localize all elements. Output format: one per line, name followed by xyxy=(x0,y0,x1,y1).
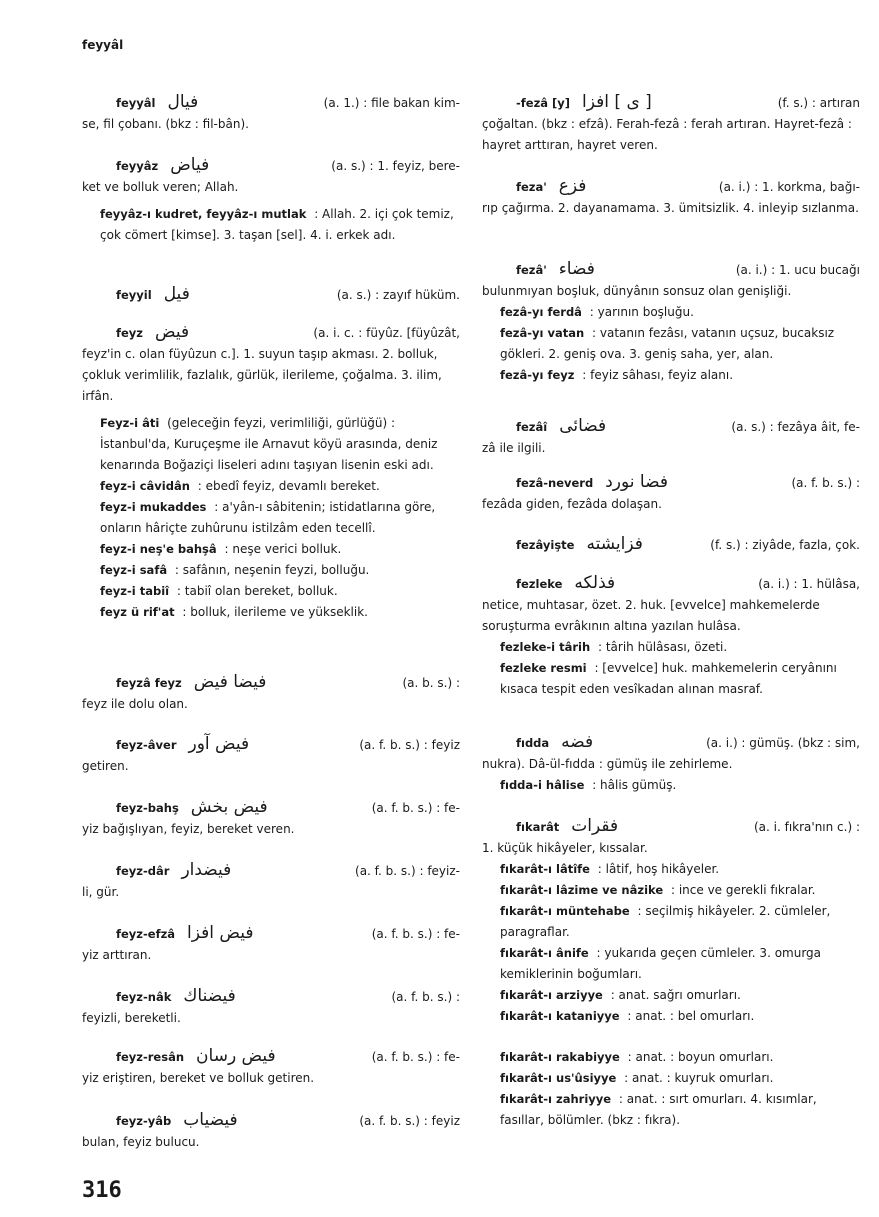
definition-start: (a. f. b. s.) : xyxy=(791,476,860,490)
sub-entry xyxy=(82,581,460,602)
definition-start: (a. f. b. s.) : feyiz xyxy=(359,1114,460,1128)
definition-continuation: rıp çağırma. 2. dayanamama. 3. ümitsizlik. 4. inleyip sızlanma. xyxy=(482,201,859,215)
sub-definition: : anat. : bel omurları. xyxy=(627,1009,755,1023)
sub-definition: : [evvelce] huk. mahkemelerin ceryânını kısaca tespit eden vesîkadan alınan masraf. xyxy=(500,661,837,696)
sub-definition: : vatanın fezâsı, vatanın uçsuz, bucaksız gökleri. 2. geniş ova. 3. geniş saha, yer, alan. xyxy=(500,326,835,361)
definition-continuation: fezâda giden, fezâda dolaşan. xyxy=(482,497,662,511)
definition-continuation: li, gür. xyxy=(82,885,120,899)
definition-continuation: zâ ile ilgili. xyxy=(482,441,546,455)
definition-continuation: nukra). Dâ-ül-fıdda : gümüş ile zehirleme. xyxy=(482,757,733,771)
definition-start: (a. f. b. s.) : fe- xyxy=(371,801,460,815)
definition-continuation: yiz eriştiren, bereket ve bolluk getiren. xyxy=(82,1071,315,1085)
headword: fıdda xyxy=(516,736,550,750)
sub-headword: feyz-i tabiî xyxy=(100,584,170,598)
sub-headword: Feyz-i âti xyxy=(100,416,160,430)
definition-start: (a. i.) : 1. hülâsa, xyxy=(758,577,860,591)
arabic-script: فيض آور xyxy=(188,734,250,754)
sub-headword: fıkarât-ı rakabiyye xyxy=(500,1050,620,1064)
entry-feza-space xyxy=(482,259,860,386)
sub-definition: : yarının boşluğu. xyxy=(589,305,694,319)
sub-headword: feyz-i safâ xyxy=(100,563,168,577)
definition-continuation: çoğaltan. (bkz : efzâ). Ferah-fezâ : ferah artıran. Hayret-fezâ : hayret arttıran, hayret veren. xyxy=(482,117,852,152)
definition-continuation: bulunmıyan boşluk, dünyânın sonsuz olan genişliği. xyxy=(482,284,792,298)
definition-start: (a. i.) : 1. korkma, bağı- xyxy=(718,180,860,194)
definition-start: (a. s.) : zayıf hüküm. xyxy=(336,288,460,302)
sub-headword: fıdda-i hâlise xyxy=(500,778,585,792)
entry-fezleke xyxy=(482,573,860,700)
headword: feyz-efzâ xyxy=(116,927,176,941)
entry-feza-neverd xyxy=(482,472,860,515)
sub-entry xyxy=(482,1047,860,1068)
sub-headword: fıkarât-ı lâtîfe xyxy=(500,862,590,876)
entry-feyz-dar xyxy=(82,860,460,903)
entry-fezai xyxy=(482,416,860,459)
headword: feza' xyxy=(516,180,547,194)
entry-feyz-resan xyxy=(82,1046,460,1089)
sub-entry xyxy=(482,637,860,658)
sub-entry xyxy=(82,204,460,246)
definition-start: (a. f. b. s.) : xyxy=(391,990,460,1004)
entry-feyza-feyz xyxy=(82,672,460,715)
sub-entry xyxy=(482,323,860,365)
sub-entry xyxy=(82,476,460,497)
sub-headword: feyyâz-ı kudret, feyyâz-ı mutlak xyxy=(100,207,307,221)
definition-start: (a. i. fıkra'nın c.) : xyxy=(753,820,860,834)
definition-start: (a. s.) : fezâya âit, fe- xyxy=(731,420,860,434)
headword: fezleke xyxy=(516,577,563,591)
sub-definition: : neşe verici bolluk. xyxy=(224,542,342,556)
sub-definition: : safânın, neşenin feyzi, bolluğu. xyxy=(174,563,370,577)
sub-entry xyxy=(482,1068,860,1089)
sub-entry xyxy=(482,880,860,901)
definition-continuation: feyz'in c. olan füyûzun c.]. 1. suyun taşıp akması. 2. bolluk, çokluk verimlilik, fazlalık, gürlük, ilerileme, çoğalma. 3. ilim, irfân. xyxy=(82,347,442,403)
sub-definition: : anat. : kuyruk omurları. xyxy=(624,1071,774,1085)
arabic-script: فزايشته xyxy=(586,534,643,554)
arabic-script: فضه xyxy=(561,732,594,752)
definition-start: (f. s.) : artıran xyxy=(777,96,860,110)
entry-fikarat xyxy=(482,816,860,1131)
headword: feyyâl xyxy=(116,96,156,110)
sub-entry xyxy=(482,1006,860,1027)
sub-definition: : lâtif, hoş hikâyeler. xyxy=(597,862,720,876)
sub-entry xyxy=(482,302,860,323)
sub-headword: fıkarât-ı arziyye xyxy=(500,988,603,1002)
definition-start: (a. i.) : 1. ucu bucağı xyxy=(735,263,860,277)
sub-headword: fezâ-yı ferdâ xyxy=(500,305,582,319)
arabic-script: فيض افزا xyxy=(187,923,254,943)
entry-feyyal xyxy=(82,92,460,135)
definition-continuation: 1. küçük hikâyeler, kıssalar. xyxy=(482,841,648,855)
definition-start: (a. f. b. s.) : fe- xyxy=(371,927,460,941)
headword: fezâ-neverd xyxy=(516,476,594,490)
definition-start: (a. s.) : 1. feyiz, bere- xyxy=(331,159,460,173)
definition-continuation: bulan, feyiz bulucu. xyxy=(82,1135,200,1149)
arabic-script: فيض رسان xyxy=(196,1046,276,1066)
arabic-script: فيضناك xyxy=(183,986,236,1006)
sub-entry xyxy=(482,658,860,700)
sub-headword: feyz-i mukaddes xyxy=(100,500,207,514)
sub-definition: : tabiî olan bereket, bolluk. xyxy=(176,584,338,598)
entry-feyz xyxy=(82,322,460,623)
page-header: feyyâl xyxy=(82,38,124,52)
entry-feza-fear xyxy=(482,176,860,219)
page-number: 316 xyxy=(82,1178,122,1203)
sub-headword: fezâ-yı vatan xyxy=(500,326,585,340)
sub-definition: : feyiz sâhası, feyiz alanı. xyxy=(582,368,734,382)
arabic-script: فيضا فيض xyxy=(193,672,267,692)
headword: feyz-yâb xyxy=(116,1114,172,1128)
definition-continuation: getiren. xyxy=(82,759,129,773)
sub-definition: : a'yân-ı sâbitenin; istidatlarına göre, onların hâriçte zuhûrunu istilzâm eden tecellî. xyxy=(100,500,436,535)
arabic-script: فياض xyxy=(170,155,210,175)
definition-start: (a. b. s.) : xyxy=(402,676,460,690)
sub-headword: fıkarât-ı us'ûsiyye xyxy=(500,1071,617,1085)
sub-headword: feyz-i neş'e bahşâ xyxy=(100,542,217,556)
definition-start: (a. i. c. : füyûz. [füyûzât, xyxy=(313,326,460,340)
headword: feyz xyxy=(116,326,143,340)
definition-continuation: feyizli, bereketli. xyxy=(82,1011,181,1025)
arabic-script: فزع xyxy=(558,176,587,196)
entry-feyyil xyxy=(82,284,460,306)
headword: feyyil xyxy=(116,288,152,302)
arabic-script: فقرات xyxy=(571,816,619,836)
definition-continuation: se, fil çobanı. (bkz : fil-bân). xyxy=(82,117,249,131)
arabic-script: فيال xyxy=(167,92,199,112)
sub-entry xyxy=(482,1089,860,1131)
definition-start: (a. f. b. s.) : fe- xyxy=(371,1050,460,1064)
definition-continuation: netice, muhtasar, özet. 2. huk. [evvelce] mahkemelerde soruşturma evrâkının altına yazılan hulâsa. xyxy=(482,598,820,633)
sub-headword: fıkarât-ı müntehabe xyxy=(500,904,630,918)
headword: feyz-resân xyxy=(116,1050,185,1064)
definition-continuation: yiz bağışlıyan, feyiz, bereket veren. xyxy=(82,822,295,836)
arabic-script: فيض بخش xyxy=(190,797,268,817)
sub-definition: : hâlis gümüş. xyxy=(592,778,677,792)
sub-definition: : ebedî feyiz, devamlı bereket. xyxy=(197,479,380,493)
sub-entry xyxy=(82,413,460,476)
headword: -fezâ [y] xyxy=(516,96,571,110)
headword: feyz-nâk xyxy=(116,990,172,1004)
headword: fezâyişte xyxy=(516,538,575,552)
sub-headword: fıkarât-ı ânife xyxy=(500,946,589,960)
definition-start: (a. f. b. s.) : feyiz xyxy=(359,738,460,752)
sub-entry xyxy=(82,539,460,560)
sub-entry xyxy=(482,365,860,386)
entry-feyz-efza xyxy=(82,923,460,966)
definition-start: (f. s.) : ziyâde, fazla, çok. xyxy=(710,538,860,552)
arabic-script: فيضدار xyxy=(181,860,232,880)
sub-entry xyxy=(482,985,860,1006)
entry-feyz-aver xyxy=(82,734,460,777)
headword: feyz-dâr xyxy=(116,864,170,878)
headword: feyzâ feyz xyxy=(116,676,182,690)
sub-headword: fezleke resmi xyxy=(500,661,587,675)
sub-definition: : bolluk, ilerileme ve yükseklik. xyxy=(182,605,368,619)
sub-headword: feyz ü rif'at xyxy=(100,605,175,619)
arabic-script: فيضياب xyxy=(183,1110,238,1130)
sub-headword: fıkarât-ı zahriyye xyxy=(500,1092,612,1106)
sub-entry xyxy=(82,602,460,623)
sub-definition: : ince ve gerekli fıkralar. xyxy=(670,883,816,897)
headword: fezâî xyxy=(516,420,548,434)
arabic-script: فيل xyxy=(163,284,190,304)
definition-start: (a. f. b. s.) : feyiz- xyxy=(355,864,460,878)
headword: feyz-âver xyxy=(116,738,177,752)
entry-feyz-yab xyxy=(82,1110,460,1153)
entry-feyz-nak xyxy=(82,986,460,1029)
definition-continuation: ket ve bolluk veren; Allah. xyxy=(82,180,239,194)
sub-headword: fıkarât-ı lâzime ve nâzike xyxy=(500,883,664,897)
sub-definition: : târih hülâsası, özeti. xyxy=(597,640,728,654)
definition-start: (a. i.) : gümüş. (bkz : sim, xyxy=(706,736,860,750)
sub-definition: : seçilmiş hikâyeler. 2. cümleler, paragraflar. xyxy=(500,904,831,939)
sub-headword: fezleke-i târih xyxy=(500,640,591,654)
sub-entry xyxy=(482,901,860,943)
definition-continuation: feyz ile dolu olan. xyxy=(82,697,188,711)
headword: feyyâz xyxy=(116,159,159,173)
sub-headword: feyz-i câvidân xyxy=(100,479,190,493)
sub-definition: (geleceğin feyzi, verimliliği, gürlüğü) : İstanbul'da, Kuruçeşme ile Arnavut köyü arasında, deniz kenarında Boğaziçi liseleri adını taşıyan lisenin eski adı. xyxy=(100,416,438,472)
sub-definition: : Allah. 2. içi çok temiz, çok cömert [kimse]. 3. taşan [sel]. 4. i. erkek adı. xyxy=(100,207,454,242)
arabic-script: [ ى ] افزا xyxy=(582,92,652,112)
sub-definition: : anat. : boyun omurları. xyxy=(627,1050,774,1064)
headword: feyz-bahş xyxy=(116,801,179,815)
sub-entry xyxy=(482,943,860,985)
sub-headword: fezâ-yı feyz xyxy=(500,368,575,382)
headword: fıkarât xyxy=(516,820,560,834)
sub-entry xyxy=(82,497,460,539)
sub-entry xyxy=(482,775,860,796)
entry-feyyaz xyxy=(82,155,460,246)
sub-definition: : anat. sağrı omurları. xyxy=(610,988,741,1002)
sub-headword: fıkarât-ı kataniyye xyxy=(500,1009,620,1023)
headword: fezâ' xyxy=(516,263,547,277)
definition-start: (a. 1.) : file bakan kim- xyxy=(323,96,460,110)
sub-definition: : anat. : sırt omurları. 4. kısımlar, fasıllar, bölümler. (bkz : fıkra). xyxy=(500,1092,817,1127)
arabic-script: فيض xyxy=(155,322,190,342)
arabic-script: فضا نورد xyxy=(605,472,668,492)
sub-definition: : yukarıda geçen cümleler. 3. omurga kemiklerinin boğumları. xyxy=(500,946,822,981)
arabic-script: فضاء xyxy=(558,259,595,279)
entry-feza-suffix xyxy=(482,92,860,156)
sub-entry xyxy=(82,560,460,581)
definition-continuation: yiz arttıran. xyxy=(82,948,152,962)
entry-fidda xyxy=(482,732,860,796)
entry-fezayiste xyxy=(482,534,860,556)
sub-entry xyxy=(482,859,860,880)
arabic-script: فذلكه xyxy=(574,573,616,593)
entry-feyz-bahs xyxy=(82,797,460,840)
arabic-script: فضائى xyxy=(559,416,607,436)
